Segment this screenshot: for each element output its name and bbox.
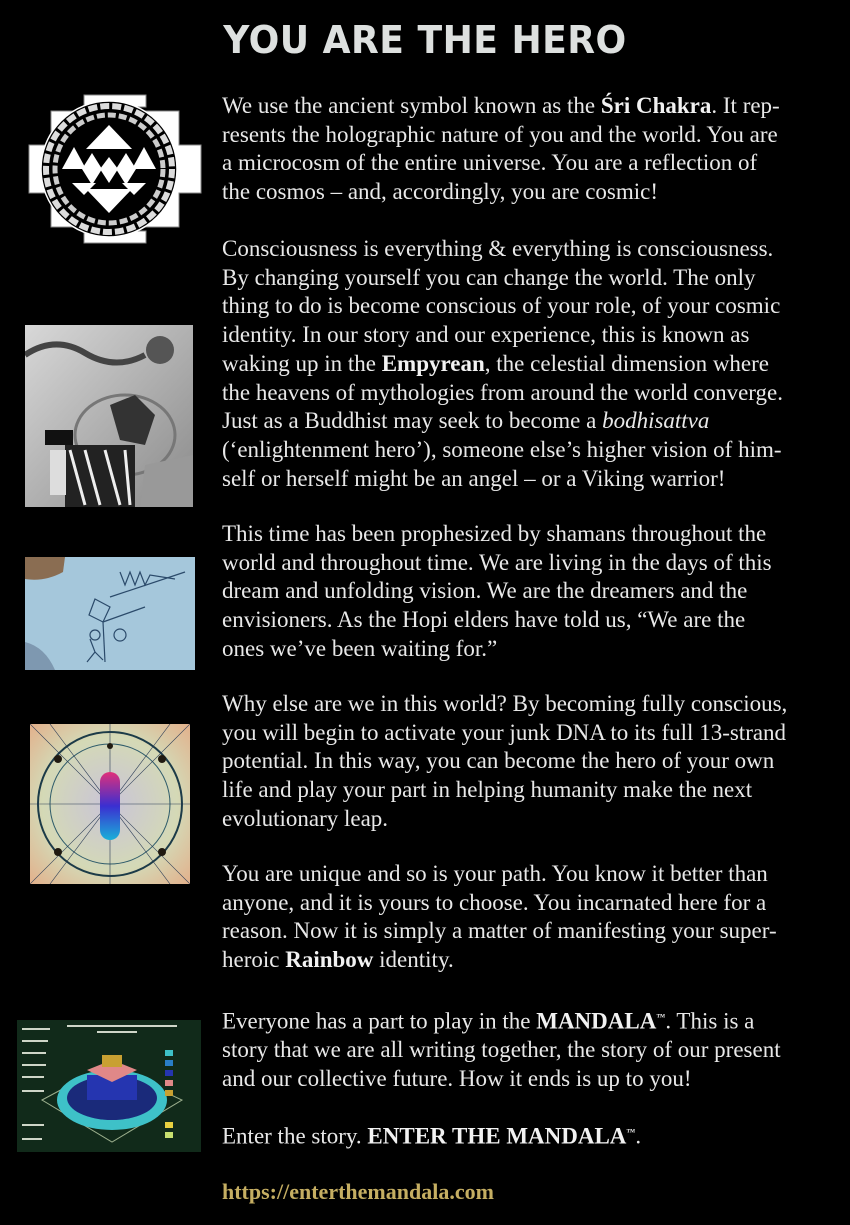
paragraph-prophecy [222,520,822,664]
text-segment: ones we’ve been waiting for.” [222,635,498,661]
chakra-geometry-icon [30,724,190,884]
chakra-geometry-image [30,724,190,884]
bold-text: Empyrean [381,350,485,376]
text-segment: , the celestial dimension where [484,350,770,376]
text-segment: and our collective future. How it ends is up to you! [222,1066,692,1092]
paragraph-unique-path [222,860,822,975]
sri-chakra-image [14,87,204,250]
mandala-diagram-image [17,1020,201,1152]
text-segment: We use the ancient symbol known as the [222,93,601,118]
trademark-symbol: ™ [656,1012,666,1022]
paragraph-dna [222,690,822,834]
text-segment: . This is a [665,1008,755,1034]
text-segment: thing to do is become conscious of your role, of your cosmic [222,293,781,319]
text-segment: reason. Now it is simply a matter of manifesting your super- [222,918,777,944]
text-segment: anyone, and it is yours to choose. You incarnated here for a [222,889,767,915]
text-segment: heroic [222,947,286,973]
text-segment: . [635,1123,642,1149]
page-title: YOU ARE THE HERO [223,18,627,62]
text-segment: the cosmos – and, accordingly, you are cosmic! [222,179,659,205]
text-segment: By changing yourself you can change the world. The only [222,264,756,290]
text-segment: waking up in the [222,350,382,376]
text-segment: Consciousness is everything & everything is consciousness. [222,236,774,261]
paragraph-enter-story [222,1118,822,1151]
text-segment: This time has been prophesized by shamans throughout the [222,521,767,546]
bold-text: ENTER THE MANDALA [367,1123,627,1149]
text-segment: story that we are all writing together, the story of our present [222,1037,781,1063]
trademark-symbol: ™ [626,1127,636,1137]
mandala-diagram-icon [17,1020,201,1152]
text-segment: the heavens of mythologies from around the world converge. [222,379,784,405]
text-segment: life and play your part in helping humanity make the next [222,777,753,803]
text-segment: envisioners. As the Hopi elders have told us, “We are the [222,607,746,633]
text-segment: self or herself might be an angel – or a Viking warrior! [222,465,726,491]
text-segment: Enter the story. [222,1123,368,1149]
text-segment: . It rep- [711,93,780,118]
paragraph-mandala [222,1003,822,1094]
text-segment: (‘enlightenment hero’), someone else’s higher vision of him- [222,436,782,462]
text-segment: evolutionary leap. [222,805,389,831]
petroglyph-image [25,557,195,670]
text-segment: You are unique and so is your path. You know it better than [222,861,768,886]
text-segment: you will begin to activate your junk DNA to its full 13-strand [222,719,787,745]
paragraph-sri-chakra [222,92,822,207]
text-segment: potential. In this way, you can become the hero of your own [222,748,775,774]
text-segment: Why else are we in this world? By becoming fully conscious, [222,691,788,716]
website-link[interactable]: https://enterthemandala.com [222,1179,494,1204]
text-segment: identity. [373,947,454,973]
italic-text: bodhisattva [602,408,710,434]
mythology-collage-image [25,325,193,507]
text-segment: Everyone has a part to play in the [222,1008,537,1034]
text-segment: resents the holographic nature of you and the world. You are [222,121,778,147]
text-segment: a microcosm of the entire universe. You are a reflection of [222,150,758,176]
bold-text: Rainbow [285,947,374,973]
bold-text: Śri Chakra [600,93,712,118]
bold-text: MANDALA [536,1008,657,1034]
text-segment: dream and unfolding vision. We are the dreamers and the [222,578,748,604]
mythology-collage-icon [25,325,193,507]
paragraph-consciousness [222,235,822,493]
petroglyph-icon [25,557,195,670]
sri-chakra-icon [14,87,204,250]
text-segment: Just as a Buddhist may seek to become a [222,408,603,434]
text-segment: world and throughout time. We are living in the days of this [222,549,772,575]
text-segment: identity. In our story and our experience, this is known as [222,322,750,348]
